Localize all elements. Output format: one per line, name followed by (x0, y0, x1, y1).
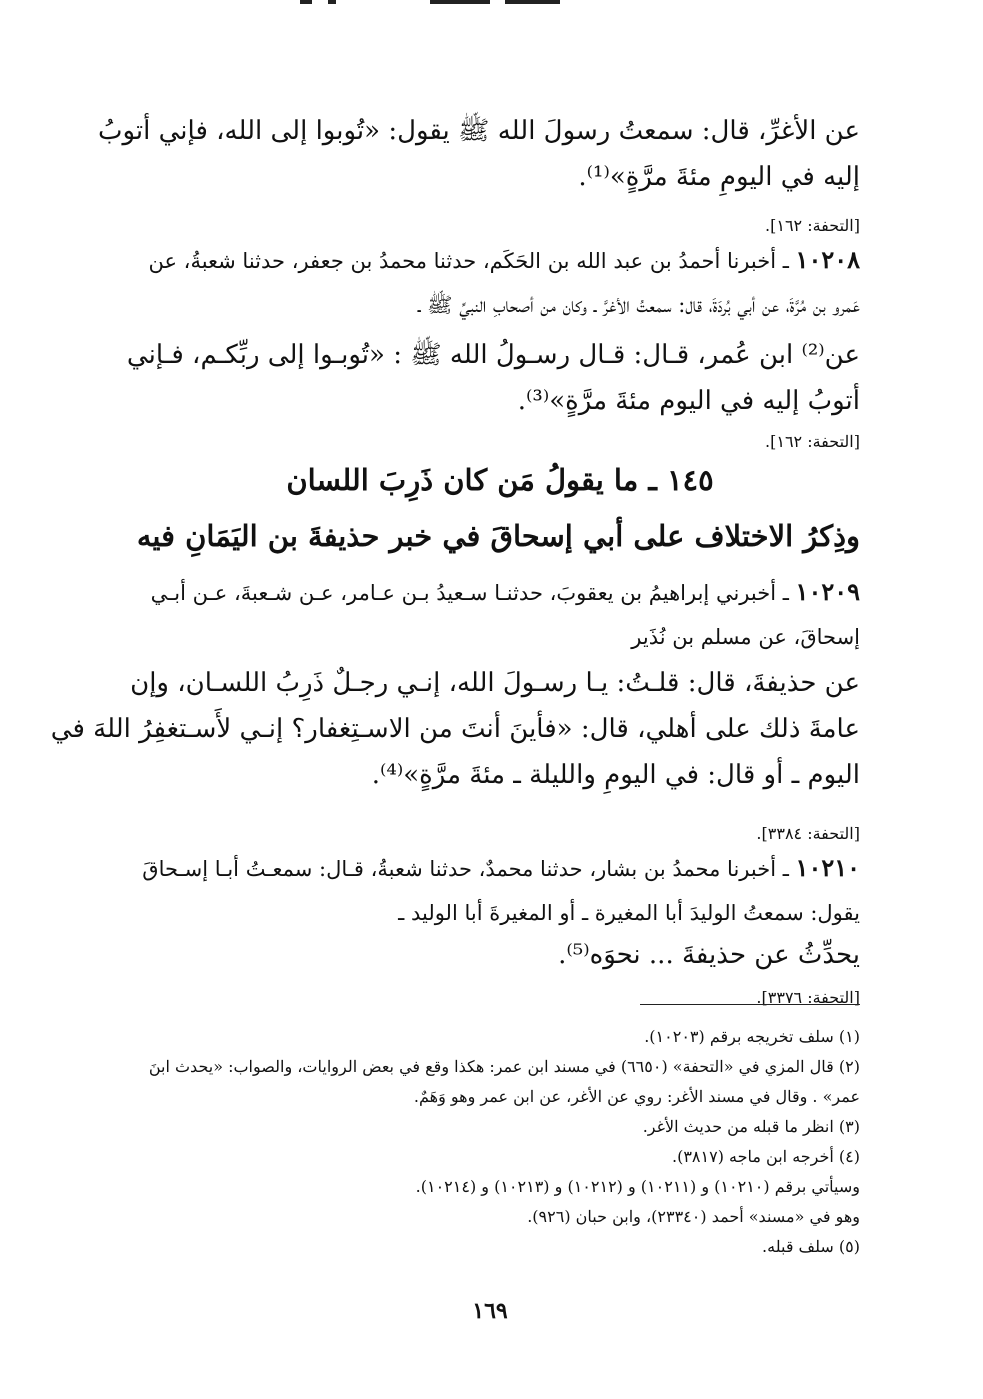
text-line: ١٠٢٠٨ ـ أخبرنا أحمدُ بن عبد الله بن الحَكَم، حدثنا محمدُ بن جعفر، حدثنا شعبةُ، عن (148, 245, 860, 274)
tuhfa-reference: [التحفة: ٣٣٧٦]. (756, 988, 860, 1007)
footnote-1: (١) سلف تخريجه برقم (١٠٢٠٣). (644, 1027, 860, 1046)
tuhfa-reference: [التحفة: ٣٣٨٤]. (756, 824, 860, 843)
footnote-5: (٥) سلف قبله. (762, 1237, 860, 1256)
text-line: يقول: سمعتُ الوليدَ أبا المغيرة ـ أو المغيرةَ أبا الوليد ـ (398, 901, 860, 925)
text-line: أتوبُ إليه في اليوم مئةَ مرَّةٍ»⁽³⁾. (517, 386, 860, 416)
text-line: عامةَ ذلك على أهلي، قال: «فأينَ أنتَ من الاسـتِغفار؟ إنـي لأَسـتغفِرُ اللهَ في (50, 714, 860, 744)
text-line: عن⁽²⁾ ابن عُمر، قـال: قـال رسـولُ الله ﷺ : «تُوبـوا إلى ربِّكـم، فـإني (126, 340, 860, 370)
hadith-text-4: يحدِّثُ عن حذيفةَ ... نحوَه⁽⁵⁾. (558, 940, 860, 970)
hadith-number: ١٠٢١٠ (795, 853, 860, 882)
footnote-4: (٤) أخرجه ابن ماجه (٣٨١٧). (672, 1147, 860, 1166)
text-line: إسحاقَ، عن مسلم بن نُذَير (631, 625, 860, 649)
text-line: ١٠٢٠٩ ـ أخبرني إبراهيمُ بن يعقوبَ، حدثنـا سـعيدُ بـن عـامر، عـن شـعبةَ، عـن أبـي (150, 577, 860, 606)
text-line: عَمرو بن مُرَّةَ، عن أبي بُردَةَ، قال: سمعتُ الأغرَّ ـ وكان من أصحابِ النبيِّ ﷺ ـ (417, 293, 860, 317)
hadith-number: ١٠٢٠٩ (795, 577, 860, 606)
hadith-text-1 (98, 108, 860, 200)
hadith-number: ١٠٢٠٨ (795, 245, 860, 274)
heading-line: ١٤٥ ـ ما يقولُ مَن كان ذَرِبَ اللسان (286, 463, 714, 497)
tuhfa-reference: [التحفة: ١٦٢]. (765, 216, 860, 235)
footnote-2-cont: عمر» . وقال في مسند الأغر: روي عن الأغر، عن ابن عمر وهو وَهَمٌ. (413, 1087, 860, 1106)
text-line: اليوم ـ أو قال: في اليومِ والليلة ـ مئةَ مرَّةٍ»⁽⁴⁾. (371, 760, 860, 790)
footnote-3: (٣) انظر ما قبله من حديث الأغر. (642, 1117, 860, 1136)
hadith-text-2 (126, 332, 860, 424)
hadith-10208-isnad (140, 238, 860, 327)
tuhfa-reference: [التحفة: ١٦٢]. (765, 432, 860, 451)
hadith-text-3 (50, 660, 860, 798)
footnote-4-cont: وسيأتي برقم (١٠٢١٠) و (١٠٢١١) و (١٠٢١٢) و (١٠٢١٣) و (١٠٢١٤). (415, 1177, 860, 1196)
hadith-10210-isnad (140, 846, 860, 935)
chapter-heading (136, 452, 860, 564)
hadith-10209-isnad (140, 570, 860, 659)
top-edge-marks (300, 0, 560, 8)
text-line: إليه في اليومِ مئةَ مرَّةٍ»⁽¹⁾. (578, 162, 860, 192)
footnote-4-cont: وهو في «مسند» أحمد (٢٣٣٤٠)، وابن حبان (٩٢٦). (527, 1207, 860, 1226)
heading-line: وذِكرُ الاختلاف على أبي إسحاقَ في خبر حذيفةَ بن اليَمَانِ فيه (136, 519, 860, 553)
text-line: عن حذيفةَ، قال: قلـتُ: يـا رسـولَ الله، إنـي رجـلٌ ذَرِبُ اللسـان، وإن (130, 668, 860, 698)
footnote-2: (٢) قال المزي في «التحفة» (٦٦٥٠) في مسند ابن عمر: هكذا وقع في بعض الروايات، والصواب: «يحدث ابنَ (148, 1057, 860, 1076)
text-line: ١٠٢١٠ ـ أخبرنا محمدُ بن بشار، حدثنا محمدٌ، حدثنا شعبةُ، قـال: سمعـتُ أبـا إسـحاقَ (142, 853, 860, 882)
footnote-separator (640, 1004, 860, 1005)
page-number: ١٦٩ (472, 1298, 508, 1324)
footnotes (140, 1022, 860, 1262)
text-line: عن الأغرِّ، قال: سمعتُ رسولَ الله ﷺ يقول: «تُوبوا إلى الله، فإني أتوبُ (98, 116, 860, 146)
